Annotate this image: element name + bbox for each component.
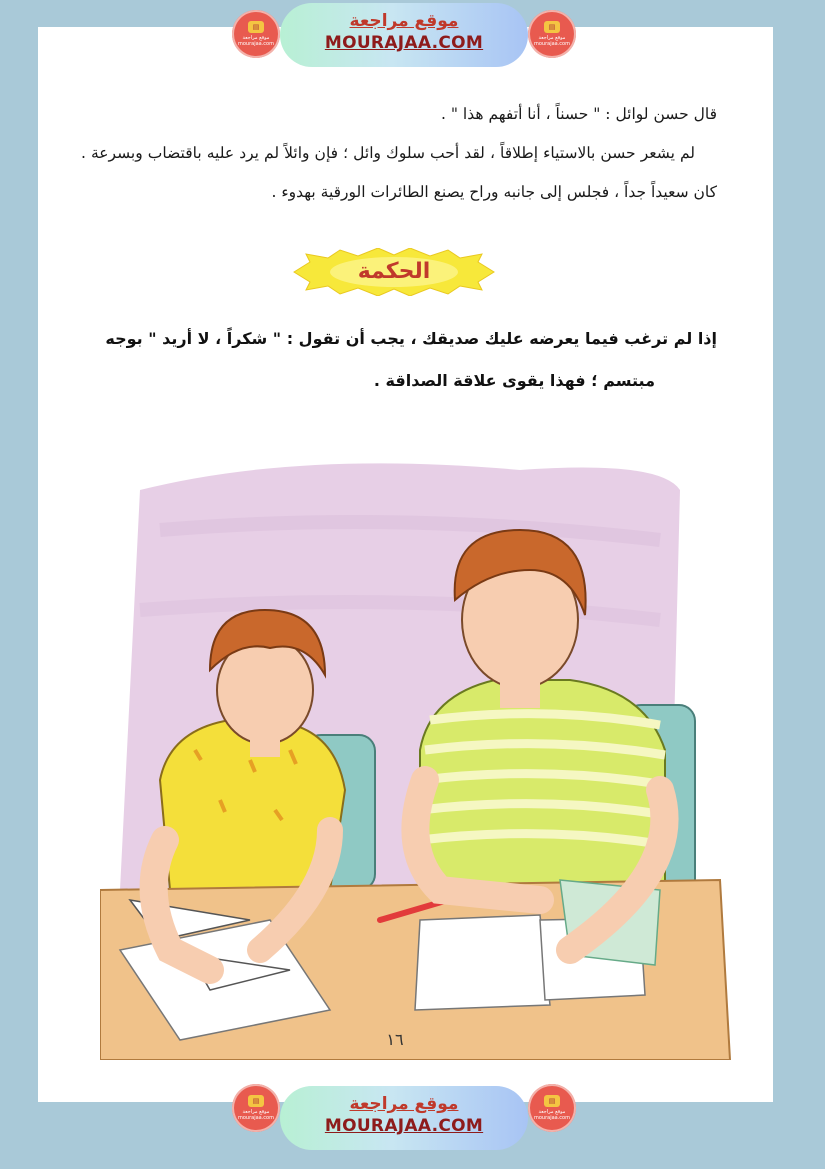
footer-site-banner[interactable]: [280, 1086, 528, 1150]
illustration-boys-making-paper-planes: [100, 450, 740, 1060]
wisdom-badge: [288, 248, 500, 296]
site-name-arabic[interactable]: موقع مراجعة: [349, 11, 459, 31]
story-paragraph-2: لم يشعر حسن بالاستياء إطلاقاً ، لقد أحب سلوك وائل ؛ فإن وائلاً لم يرد عليه باقتضاب وبسرعة . كان سعيداً جداً ، فجلس إلى جانبه وراح يصنع الطائرات الورقية بهدوء .: [81, 144, 717, 201]
site-name-arabic[interactable]: موقع مراجعة: [349, 1094, 459, 1114]
site-logo-right[interactable]: ▤ موقع مراجعة mourajaa.com: [528, 10, 576, 58]
wisdom-text: [81, 318, 717, 402]
site-logo-left[interactable]: ▤ موقع مراجعة mourajaa.com: [232, 10, 280, 58]
wisdom-line-2: مبتسم ؛ فهذا يقوى علاقة الصداقة .: [373, 371, 655, 390]
story-text: [81, 95, 717, 212]
book-icon: ▤: [248, 1095, 264, 1107]
site-name-english[interactable]: MOURAJAA.COM: [324, 1116, 484, 1136]
story-paragraph-1: قال حسن لوائل : " حسناً ، أنا أتفهم هذا " .: [441, 105, 717, 123]
book-icon: ▤: [544, 21, 560, 33]
page-number: ١٦: [386, 1030, 404, 1049]
header-site-banner[interactable]: [280, 3, 528, 67]
book-icon: ▤: [248, 21, 264, 33]
site-name-english[interactable]: MOURAJAA.COM: [324, 33, 484, 53]
site-logo-left-footer[interactable]: ▤ موقع مراجعة mourajaa.com: [232, 1084, 280, 1132]
site-logo-right-footer[interactable]: ▤ موقع مراجعة mourajaa.com: [528, 1084, 576, 1132]
wisdom-title: الحكمة: [357, 259, 431, 284]
book-icon: ▤: [544, 1095, 560, 1107]
wisdom-line-1: إذا لم ترغب فيما يعرضه عليك صديقك ، يجب أن تقول : " شكراً ، لا أريد " بوجه: [105, 329, 717, 348]
